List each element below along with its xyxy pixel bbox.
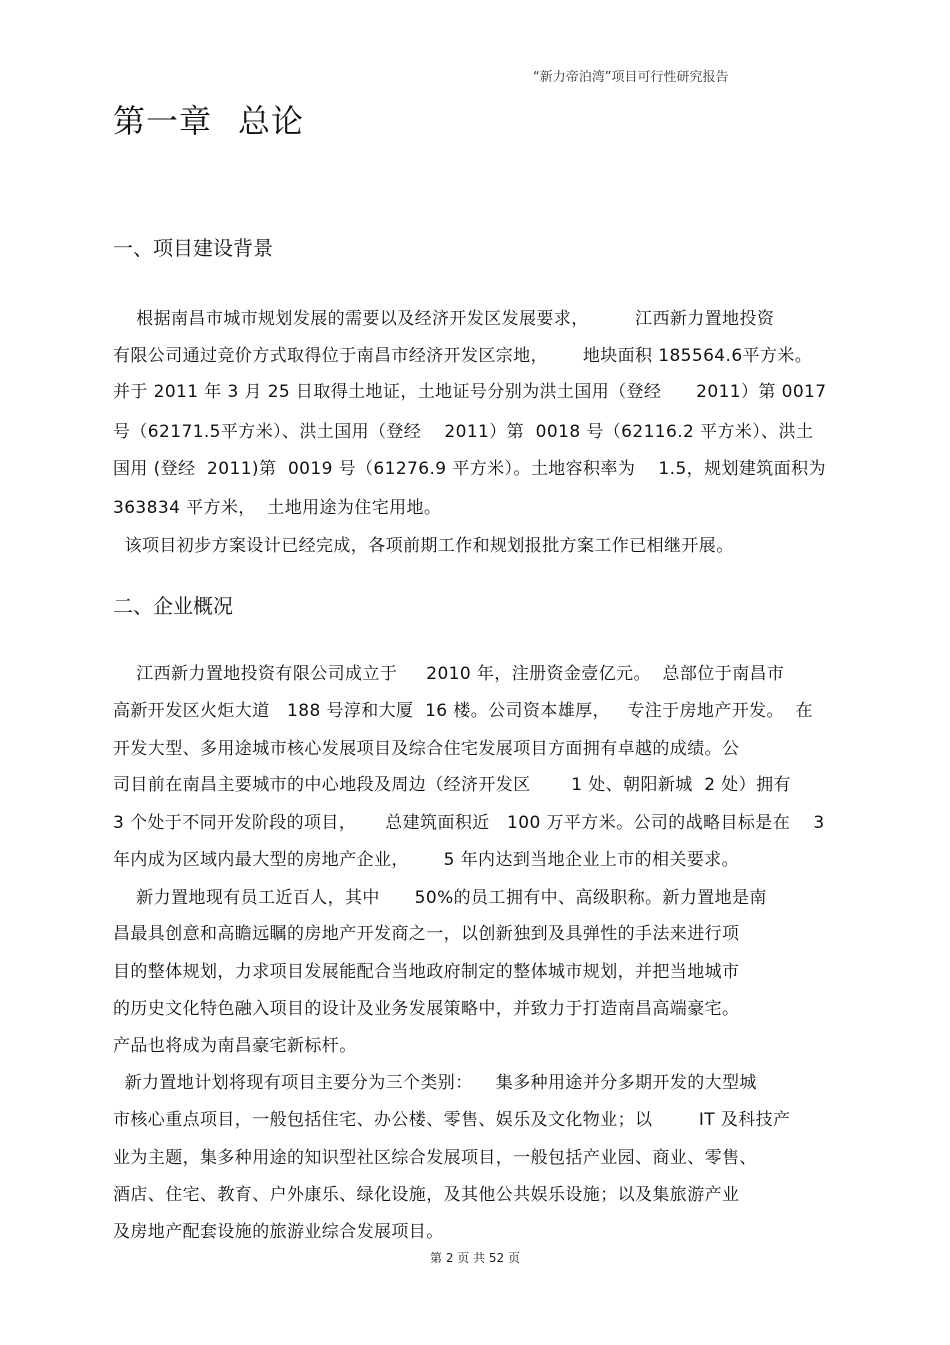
paragraph-line: 业为主题，集多种用途的知识型社区综合发展项目，一般包括产业园、商业、零售、 [113, 1148, 757, 1168]
page-number: 第 2 页 共 52 页 [430, 1251, 520, 1265]
section-heading-company: 二、企业概况 [113, 594, 233, 618]
report-header: “新力帝泊湾”项目可行性研究报告 [533, 70, 729, 85]
paragraph-line: 363834 平方米， 土地用途为住宅用地。 [113, 498, 442, 518]
paragraph-line: 3 个处于不同开发阶段的项目， 总建筑面积近 100 万平方米。公司的战略目标是在 3 [113, 813, 825, 833]
paragraph-line: 根据南昌市城市规划发展的需要以及经济开发区发展要求， 江西新力置地投资 [113, 309, 775, 329]
chapter-title [113, 96, 304, 142]
paragraph-line: 昌最具创意和高瞻远瞩的房地产开发商之一，以创新独到及具弹性的手法来进行项 [113, 924, 740, 944]
chapter-number: 第一章 [113, 102, 213, 140]
paragraph-line: 及房地产配套设施的旅游业综合发展项目。 [113, 1222, 444, 1242]
paragraph-line: 年内成为区域内最大型的房地产企业， 5 年内达到当地企业上市的相关要求。 [113, 850, 740, 870]
paragraph-line: 有限公司通过竞价方式取得位于南昌市经济开发区宗地， 地块面积 185564.6平方米。 [113, 346, 813, 366]
paragraph-line: 产品也将成为南昌豪宅新标杆。 [113, 1036, 357, 1056]
paragraph-line: 酒店、住宅、教育、户外康乐、绿化设施，及其他公共娱乐设施；以及集旅游产业 [113, 1185, 740, 1205]
paragraph-line: 的历史文化特色融入项目的设计及业务发展策略中，并致力于打造南昌高端豪宅。 [113, 999, 740, 1019]
paragraph-line: 并于 2011 年 3 月 25 日取得土地证，土地证号分别为洪土国用（登经 2011）第 0017 [113, 382, 827, 402]
paragraph-line: 高新开发区火炬大道 188 号淳和大厦 16 楼。公司资本雄厚， 专注于房地产开发。 在 [113, 701, 813, 721]
paragraph-line: 号（62171.5平方米）、洪土国用（登经 2011）第 0018 号（62116.2 平方米）、洪土 [113, 422, 814, 442]
section-heading-background: 一、项目建设背景 [113, 236, 273, 260]
paragraph-line: 司目前在南昌主要城市的中心地段及周边（经济开发区 1 处、朝阳新城 2 处）拥有 [113, 775, 791, 795]
paragraph-line: 江西新力置地投资有限公司成立于 2010 年，注册资金壹亿元。 总部位于南昌市 [113, 664, 785, 684]
paragraph-line: 目的整体规划，力求项目发展能配合当地政府制定的整体城市规划，并把当地城市 [113, 962, 740, 982]
paragraph-line: 国用 (登经 2011)第 0019 号（61276.9 平方米）。土地容积率为 1.5，规划建筑面积为 [113, 459, 826, 479]
paragraph-line: 该项目初步方案设计已经完成，各项前期工作和规划报批方案工作已相继开展。 [113, 536, 734, 556]
paragraph-line: 开发大型、多用途城市核心发展项目及综合住宅发展项目方面拥有卓越的成绩。公 [113, 739, 740, 759]
paragraph-line: 新力置地计划将现有项目主要分为三个类别： 集多种用途并分多期开发的大型城 [113, 1073, 757, 1093]
chapter-name: 总论 [238, 102, 305, 140]
paragraph-line: 新力置地现有员工近百人，其中 50%的员工拥有中、高级职称。新力置地是南 [113, 888, 767, 908]
paragraph-line: 市核心重点项目，一般包括住宅、办公楼、零售、娱乐及文化物业；以 IT 及科技产 [113, 1110, 791, 1130]
